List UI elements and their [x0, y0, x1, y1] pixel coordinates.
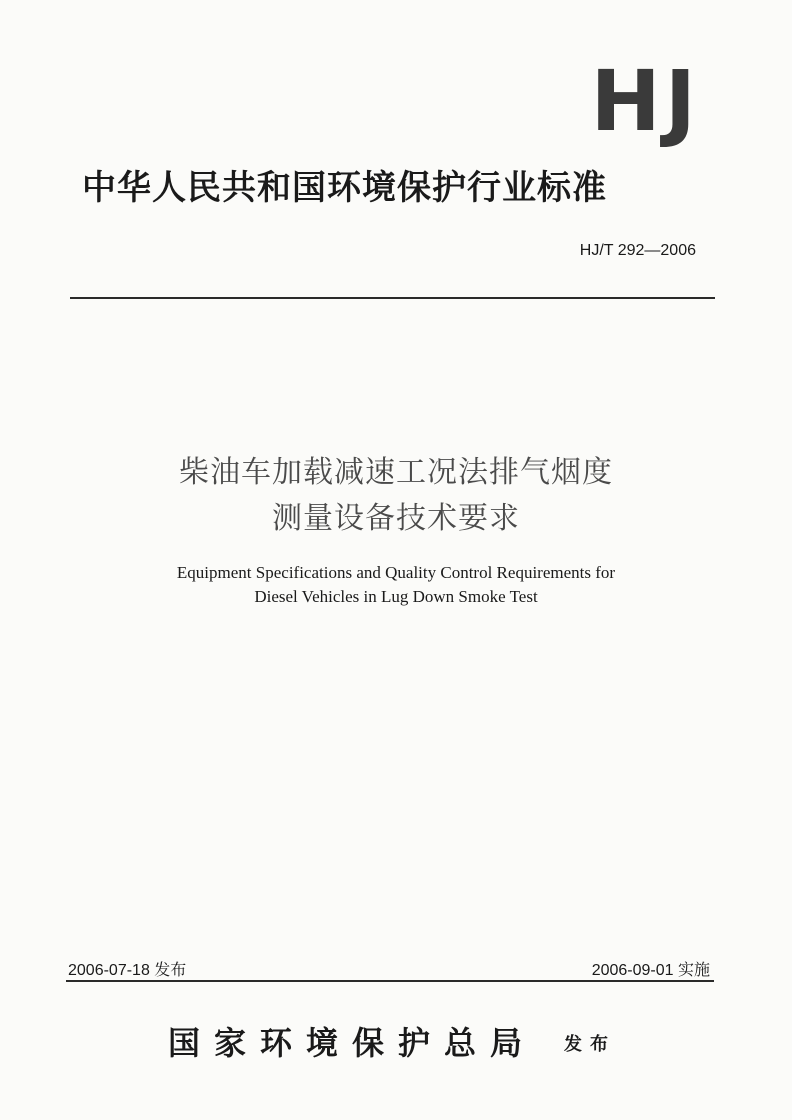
hj-logo: HJ	[590, 52, 700, 150]
english-title-line-2: Diesel Vehicles in Lug Down Smoke Test	[254, 587, 538, 606]
top-divider	[70, 297, 715, 299]
english-title-line-1: Equipment Specifications and Quality Control Requirements for	[176, 563, 616, 582]
publisher-name: 国家环境保护总局	[168, 1024, 537, 1062]
standard-number: HJ/T 292—2006	[579, 242, 696, 259]
agency-heading: 中华人民共和国环境保护行业标准	[82, 168, 607, 208]
chinese-title-line-1: 柴油车加载减速工况法排气烟度	[179, 455, 613, 490]
publish-label: 发布	[564, 1034, 616, 1055]
implementation-date: 2006-09-01 实施	[591, 962, 710, 979]
chinese-title-line-2: 测量设备技术要求	[272, 501, 520, 536]
bottom-divider	[66, 980, 714, 982]
issue-date: 2006-07-18 发布	[68, 962, 187, 979]
